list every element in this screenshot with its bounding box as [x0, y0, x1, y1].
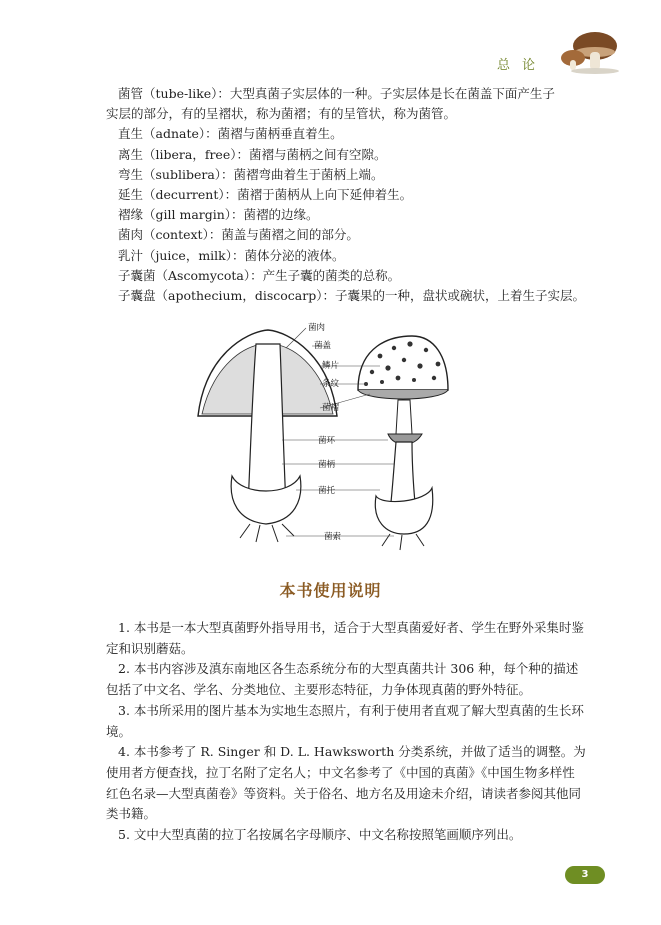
label-stripes: 条纹: [322, 379, 340, 389]
label-ring: 菌环: [318, 436, 336, 446]
glossary-entry: 乳汁（juice，milk）：菌体分泌的液体。: [118, 247, 345, 263]
label-stipe: 菌柄: [318, 460, 336, 470]
glossary-entry: 子囊菌（Ascomycota）：产生子囊的菌类的总称。: [118, 267, 401, 283]
section-title: 本书使用说明: [279, 581, 382, 600]
usage-item: 4. 本书参考了 R. Singer 和 D. L. Hawksworth 分类系统，并做了适当的调整。为使用者方便查找，拉丁名附了定名人；中文名参考了《中国的真菌》《中国生物多样性红色名录—大型真菌卷》等资料。关于俗名、地方名及用途未介绍，请读者参阅其他同类书籍。: [106, 744, 586, 822]
glossary-entry: 弯生（sublibera）：菌褶弯曲着生于菌柄上端。: [118, 166, 384, 182]
glossary-entry: 离生（libera，free）：菌褶与菌柄之间有空隙。: [118, 146, 387, 162]
glossary-entry: 子囊盘（apothecium，discocarp）：子囊果的一种，盘状或碗状，上着生子实层。: [118, 288, 585, 304]
label-rhizomorph: 菌索: [324, 532, 342, 542]
glossary-entry-cont: 实层的部分，有的呈褶状，称为菌褶；有的呈管状，称为菌管。: [106, 106, 457, 122]
mushroom-anatomy-diagram: [190, 316, 450, 556]
label-cap: 菌盖: [314, 341, 332, 351]
running-header: 总论: [497, 58, 548, 73]
usage-item: 3. 本书所采用的图片基本为实地生态照片，有利于使用者直观了解大型真菌的生长环境。: [106, 702, 584, 739]
glossary: [106, 84, 588, 306]
glossary-entry: 褶缘（gill margin）：菌褶的边缘。: [118, 207, 319, 223]
glossary-entry: 延生（decurrent）：菌褶于菌柄从上向下延伸着生。: [118, 187, 413, 203]
usage-item: 5. 文中大型真菌的拉丁名按属名字母顺序、中文名称按照笔画顺序列出。: [118, 827, 522, 843]
label-scales: 鳞片: [322, 361, 340, 371]
glossary-entry: 直生（adnate）：菌褶与菌柄垂直着生。: [118, 126, 343, 142]
label-context: 菌肉: [308, 323, 326, 333]
mushroom-icon: [555, 24, 625, 74]
glossary-entry: 菌管（tube-like）：大型真菌子实层体的一种。子实层体是长在菌盖下面产生子: [118, 86, 555, 101]
label-gills: 菌褶: [322, 403, 340, 413]
usage-notes: [106, 618, 586, 846]
page-number: 3: [565, 866, 605, 884]
usage-item: 2. 本书内容涉及滇东南地区各生态系统分布的大型真菌共计 306 种，每个种的描述包括了中文名、学名、分类地位、主要形态特征，力争体现真菌的野外特征。: [106, 661, 579, 698]
label-volva: 菌托: [318, 486, 336, 496]
usage-item: 1. 本书是一本大型真菌野外指导用书，适合于大型真菌爱好者、学生在野外采集时鉴定和识别蘑菇。: [106, 620, 584, 656]
glossary-entry: 菌肉（context）：菌盖与菌褶之间的部分。: [118, 227, 359, 243]
